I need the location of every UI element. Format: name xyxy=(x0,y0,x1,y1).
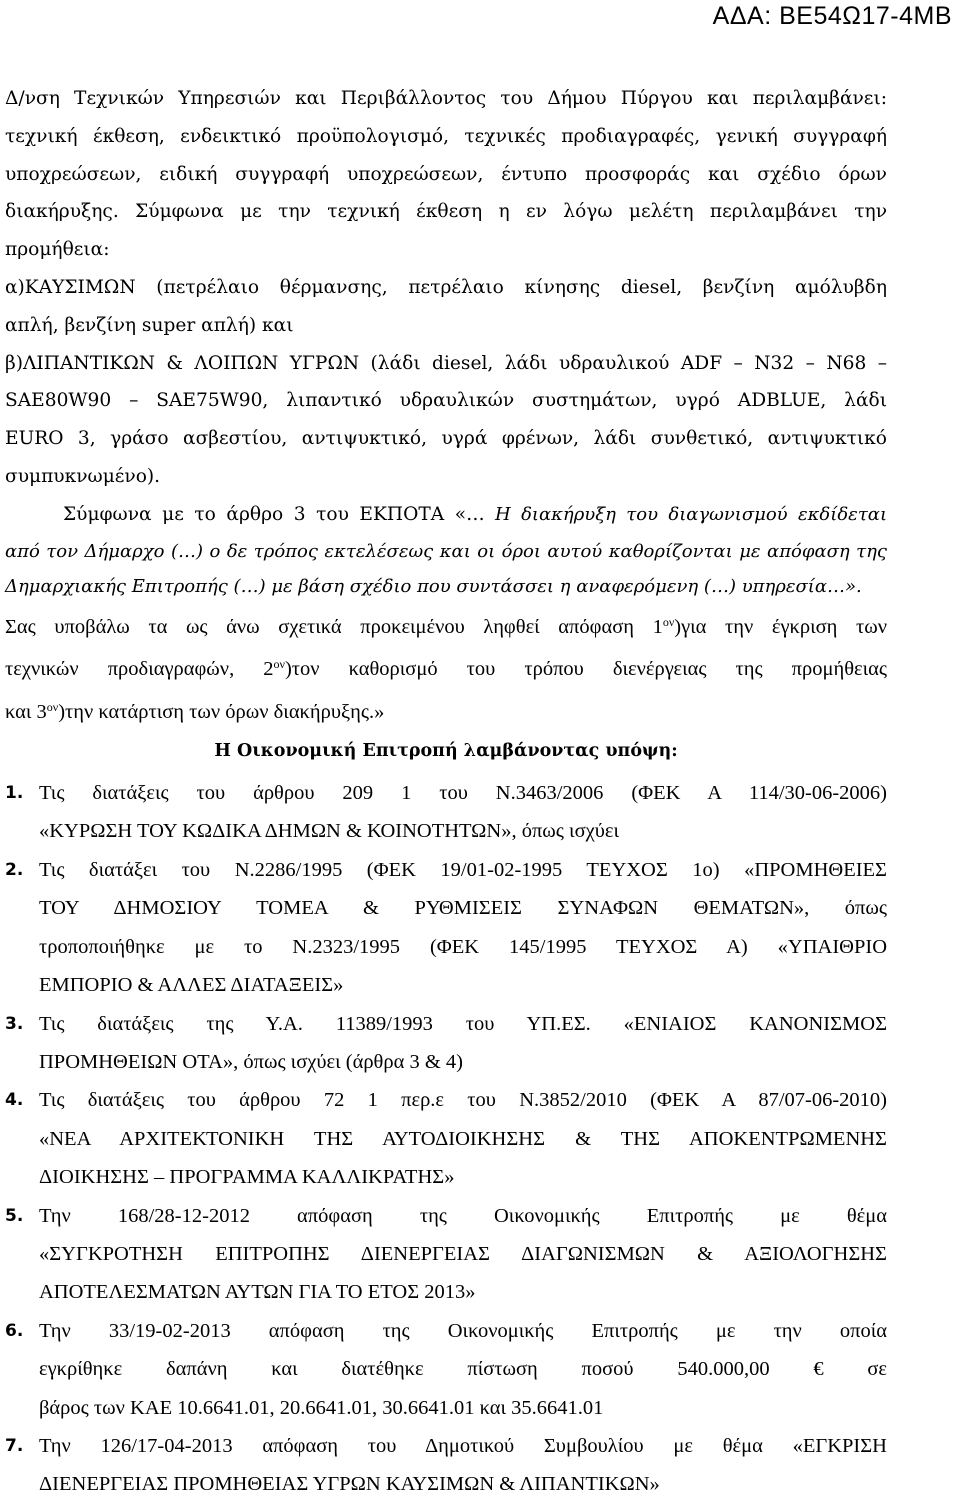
list-item xyxy=(5,851,887,1005)
item-line: «ΝΕΑ ΑΡΧΙΤΕΚΤΟΝΙΚΗ ΤΗΣ ΑΥΤΟΔΙΟΙΚΗΣΗΣ & ΤΗΣ ΑΠΟΚΕΝΤΡΩΜΕΝΗΣ xyxy=(39,1127,887,1150)
request-line xyxy=(5,604,887,647)
item-line: ΤΟΥ ΔΗΜΟΣΙΟΥ ΤΟΜΕΑ & ΡΥΘΜΙΣΕΙΣ ΣΥΝΑΦΩΝ ΘΕΜΑΤΩΝ», όπως xyxy=(39,897,887,920)
request-line xyxy=(5,689,887,732)
item-number: 6. xyxy=(5,1320,24,1341)
item-number: 5. xyxy=(5,1205,24,1226)
request-text: και 3 xyxy=(5,700,47,723)
intro-line: υποχρεώσεων, ειδική συγγραφή υποχρεώσεων, έντυπο προσφοράς και σχέδιο όρων xyxy=(5,163,887,185)
request-text: Σας υποβάλω τα ως άνω σχετικά προκειμένου ληφθεί απόφαση 1 xyxy=(5,615,663,638)
intro-line: προμήθεια: xyxy=(5,239,110,261)
request-text: )για την έγκριση των xyxy=(674,615,887,638)
request-text: )την κατάρτιση των όρων διακήρυξης.» xyxy=(58,700,385,723)
ordinal-suffix: ον xyxy=(46,699,59,714)
quote-line: Δημαρχιακής Επιτροπής (…) με βάση σχέδιο που συντάσσει η αναφερόμενη (…) υπηρεσία…». xyxy=(5,575,862,597)
item-line: ΔΙΕΝΕΡΓΕΙΑΣ ΠΡΟΜΗΘΕΙΑΣ ΥΓΡΩΝ ΚΑΥΣΙΜΩΝ & ΛΙΠΑΝΤΙΚΩΝ» xyxy=(39,1473,660,1496)
request-text: τεχνικών προδιαγραφών, 2 xyxy=(5,658,274,681)
item-number: 4. xyxy=(5,1090,24,1111)
list-item xyxy=(5,1197,887,1312)
item-line: Τις διατάξεις της Υ.Α. 11389/1993 του ΥΠ.ΕΣ. «ΕΝΙΑΙΟΣ ΚΑΝΟΝΙΣΜΟΣ xyxy=(39,1012,887,1035)
intro-line: β)ΛΙΠΑΝΤΙΚΩΝ & ΛΟΙΠΩΝ ΥΓΡΩΝ (λάδι diesel, λάδι υδραυλικού ADF – N32 – N68 – xyxy=(5,352,887,374)
item-line: ΑΠΟΤΕΛΕΣΜΑΤΩΝ ΑΥΤΩΝ ΓΙΑ ΤΟ ΕΤΟΣ 2013» xyxy=(39,1281,476,1304)
list-item xyxy=(5,774,887,851)
list-item xyxy=(5,1427,887,1504)
quote-text: Η διακήρυξη του διαγωνισμού εκδίδεται xyxy=(484,503,887,525)
intro-line: Δ/νση Τεχνικών Υπηρεσιών και Περιβάλλοντος του Δήμου Πύργου και περιλαμβάνει: xyxy=(5,88,887,109)
intro-paragraph xyxy=(5,80,887,496)
item-line: ΠΡΟΜΗΘΕΙΩΝ ΟΤΑ», όπως ισχύει (άρθρα 3 & 4) xyxy=(39,1050,463,1073)
quote-lead: Σύμφωνα με το άρθρο 3 του ΕΚΠΟΤΑ «… xyxy=(63,503,485,525)
item-line: εγκρίθηκε δαπάνη και διατέθηκε πίστωση ποσού 540.000,00 € σε xyxy=(39,1358,887,1381)
item-line: τροποποιήθηκε με το Ν.2323/1995 (ΦΕΚ 145/1995 ΤΕΥΧΟΣ Α) «ΥΠΑΙΘΡΙΟ xyxy=(39,935,887,958)
intro-line: τεχνική έκθεση, ενδεικτικό προϋπολογισμό, τεχνικές προδιαγραφές, γενική συγγραφή xyxy=(5,125,887,147)
item-number: 7. xyxy=(5,1435,24,1456)
item-number: 2. xyxy=(5,859,24,880)
intro-line: α)ΚΑΥΣΙΜΩΝ (πετρέλαιο θέρμανσης, πετρέλαιο κίνησης diesel, βενζίνη αμόλυβδη xyxy=(5,276,887,298)
ada-code: ΑΔΑ: ΒΕ54Ω17-4ΜΒ xyxy=(712,2,952,30)
item-line: ΕΜΠΟΡΙΟ & ΑΛΛΕΣ ΔΙΑΤΑΞΕΙΣ» xyxy=(39,974,344,997)
request-line xyxy=(5,646,887,689)
item-line: Τις διατάξεις του άρθρου 209 1 του Ν.3463/2006 (ΦΕΚ Α 114/30-06-2006) xyxy=(39,782,887,805)
item-line: ΔΙΟΙΚΗΣΗΣ – ΠΡΟΓΡΑΜΜΑ ΚΑΛΛΙΚΡΑΤΗΣ» xyxy=(39,1166,455,1189)
intro-line: SAE80W90 – SAE75W90, λιπαντικό υδραυλικών συστημάτων, υγρό ADBLUE, λάδι xyxy=(5,390,887,412)
quote-line: από τον Δήμαρχο (…) ο δε τρόπος εκτελέσεως και οι όροι αυτού καθορίζονται με απόφαση της xyxy=(5,540,887,562)
request-paragraph xyxy=(5,604,887,732)
request-text: )τον καθορισμό του τρόπου διενέργειας της προμήθειας xyxy=(284,658,888,681)
item-line: Την 33/19-02-2013 απόφαση της Οικονομικής Επιτροπής με την οποία xyxy=(39,1319,887,1342)
list-item xyxy=(5,1081,887,1196)
ordinal-suffix: ον xyxy=(662,614,675,629)
item-line: βάρος των ΚΑΕ 10.6641.01, 20.6641.01, 30.6641.01 και 35.6641.01 xyxy=(39,1396,604,1419)
document-body xyxy=(5,80,887,1504)
considerations-list xyxy=(5,774,887,1504)
list-item xyxy=(5,1005,887,1082)
list-item xyxy=(5,1312,887,1427)
item-line: Την 168/28-12-2012 απόφαση της Οικονομικής Επιτροπής με θέμα xyxy=(39,1204,887,1227)
ordinal-suffix: ον xyxy=(273,657,285,672)
item-number: 3. xyxy=(5,1013,24,1034)
section-heading: Η Οικονομική Επιτροπή λαμβάνοντας υπόψη: xyxy=(214,741,678,762)
item-line: Τις διατάξεις του άρθρου 72 1 περ.ε του Ν.3852/2010 (ΦΕΚ Α 87/07-06-2010) xyxy=(39,1089,887,1112)
intro-line: διακήρυξης. Σύμφωνα με την τεχνική έκθεση η εν λόγω μελέτη περιλαμβάνει την xyxy=(5,201,887,223)
intro-line: συμπυκνωμένο). xyxy=(5,465,161,487)
quote-line xyxy=(5,496,887,534)
item-number: 1. xyxy=(5,783,24,804)
item-line: «ΚΥΡΩΣΗ ΤΟΥ ΚΩΔΙΚΑ ΔΗΜΩΝ & ΚΟΙΝΟΤΗΤΩΝ», όπως ισχύει xyxy=(39,820,619,843)
item-line: Την 126/17-04-2013 απόφαση του Δημοτικού Συμβουλίου με θέμα «ΕΓΚΡΙΣΗ xyxy=(39,1434,887,1457)
item-line: Τις διατάξει του Ν.2286/1995 (ΦΕΚ 19/01-02-1995 ΤΕΥΧΟΣ 1ο) «ΠΡΟΜΗΘΕΙΕΣ xyxy=(39,858,887,881)
item-line: «ΣΥΓΚΡΟΤΗΣΗ ΕΠΙΤΡΟΠΗΣ ΔΙΕΝΕΡΓΕΙΑΣ ΔΙΑΓΩΝΙΣΜΩΝ & ΑΞΙΟΛΟΓΗΣΗΣ xyxy=(39,1242,887,1265)
ekpota-quote xyxy=(5,496,887,604)
intro-line: EURO 3, γράσο ασβεστίου, αντιψυκτικό, υγρά φρένων, λάδι συνθετικό, αντιψυκτικό xyxy=(5,428,887,450)
intro-line: απλή, βενζίνη super απλή) και xyxy=(5,314,294,336)
